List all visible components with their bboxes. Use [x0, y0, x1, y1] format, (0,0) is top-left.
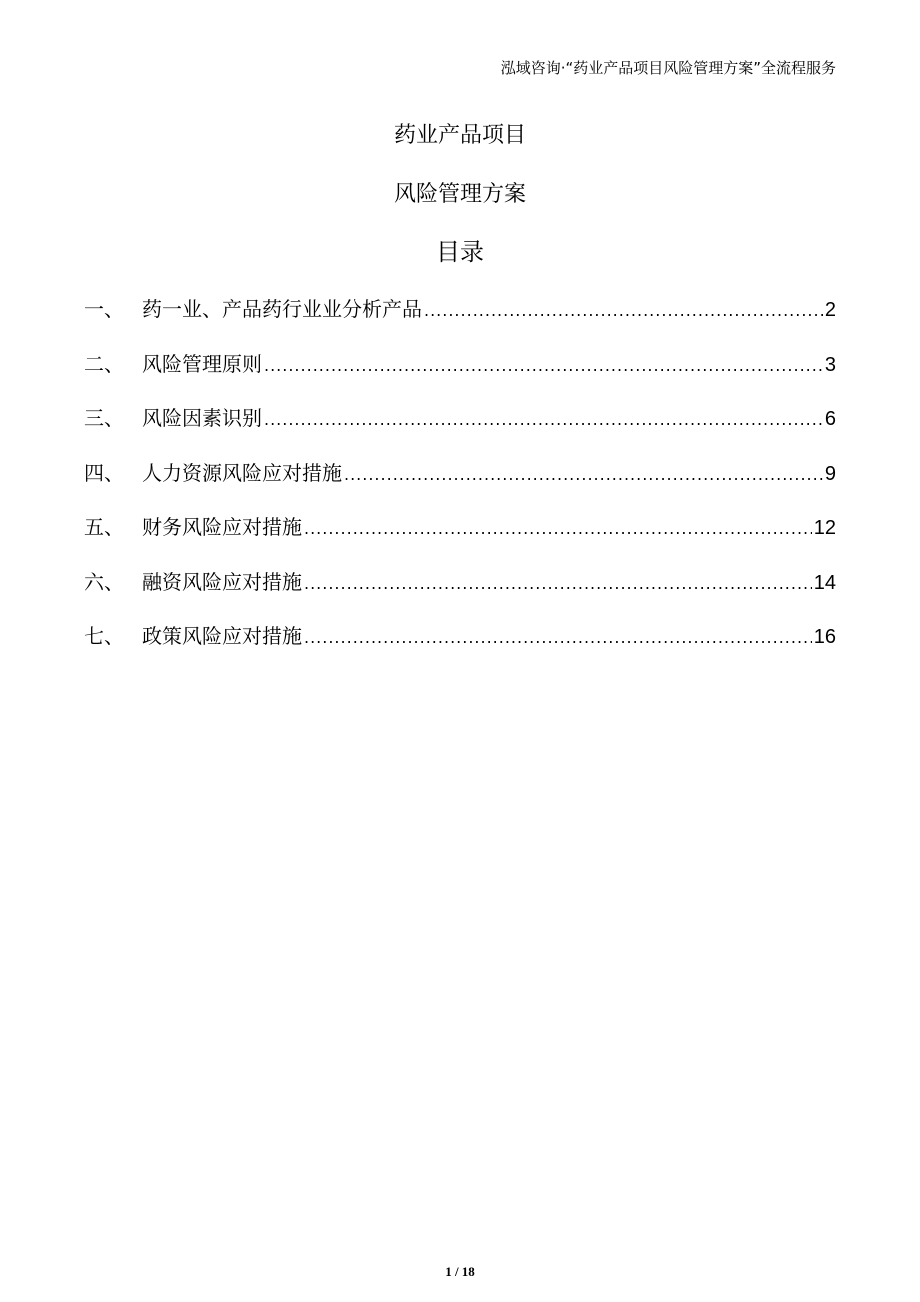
- toc-dot-leader: [424, 294, 823, 328]
- toc-entry-2[interactable]: [84, 347, 836, 402]
- toc-entry-number: 五、: [84, 515, 124, 539]
- toc-entry-title: 融资风险应对措施: [142, 569, 302, 594]
- toc-entry-number: 一、: [84, 297, 124, 321]
- toc-entry-4[interactable]: [84, 456, 836, 511]
- toc-entry-title: 药一业、产品药行业业分析产品: [142, 297, 422, 321]
- toc-entry-title: 财务风险应对措施: [142, 515, 302, 539]
- toc-entry-title: 政策风险应对措施: [142, 624, 302, 648]
- toc-entry-number: 二、: [84, 351, 124, 376]
- page-number-footer: 1 / 18: [445, 1264, 475, 1279]
- toc-dot-leader: [344, 458, 823, 492]
- toc-entry-page: 3: [824, 353, 836, 376]
- toc-entry-page: 6: [824, 408, 836, 430]
- toc-heading: 目录: [436, 238, 484, 266]
- toc-dot-leader: [304, 512, 812, 546]
- document-title-line-2: 风险管理方案: [393, 182, 526, 207]
- toc-entry-6[interactable]: [84, 565, 836, 620]
- toc-entry-number: 四、: [84, 460, 124, 485]
- running-header: 泓域咨询·“药业产品项目风险管理方案”全流程服务: [500, 59, 836, 77]
- toc-entry-number: 三、: [84, 406, 124, 430]
- toc-dot-leader: [304, 567, 812, 601]
- toc-entry-page: 14: [813, 571, 836, 594]
- toc-entry-number: 七、: [84, 624, 124, 648]
- toc-entry-page: 2: [824, 299, 836, 321]
- toc-dot-leader: [264, 349, 823, 383]
- toc-entry-page: 12: [813, 517, 836, 539]
- toc-dot-leader: [264, 403, 823, 437]
- toc-entry-title: 风险因素识别: [142, 406, 262, 430]
- toc-entry-7[interactable]: [84, 619, 836, 674]
- toc-entry-title: 风险管理原则: [142, 351, 262, 376]
- toc-entry-title: 人力资源风险应对措施: [142, 460, 342, 485]
- toc-entry-5[interactable]: [84, 510, 836, 565]
- header-rule: [84, 86, 836, 87]
- document-title-line-1: 药业产品项目: [393, 123, 526, 148]
- toc-entry-page: 9: [824, 462, 836, 485]
- toc-dot-leader: [304, 621, 812, 655]
- toc-entry-page: 16: [813, 626, 836, 648]
- toc-entry-number: 六、: [84, 569, 124, 594]
- toc-entry-3[interactable]: [84, 401, 836, 456]
- table-of-contents: [84, 292, 836, 674]
- toc-entry-1[interactable]: [84, 292, 836, 347]
